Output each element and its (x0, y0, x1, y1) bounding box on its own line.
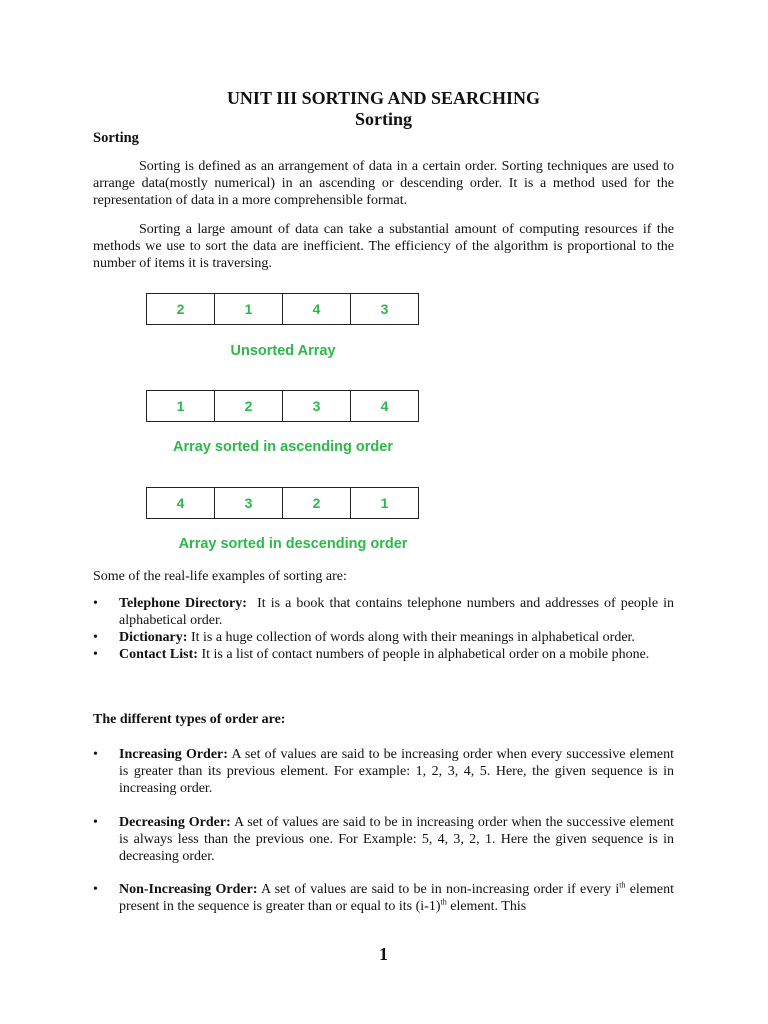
list-item-term: Decreasing Order: (119, 815, 231, 830)
array-cell: 2 (283, 488, 351, 518)
bullet-icon: • (93, 647, 98, 662)
descending-array (146, 487, 419, 519)
examples-intro: Some of the real-life examples of sorting are: (93, 569, 347, 584)
order-types-heading: The different types of order are: (93, 712, 286, 727)
list-item (93, 595, 674, 629)
list-item-term: Increasing Order: (119, 747, 228, 762)
list-item-term: Dictionary: (119, 630, 188, 645)
list-item-text: A set of values are said to be in increasing order when the successive element is always less than the previous one. For Example: 5, 4, 3, 2, 1. Here the given sequence is in decreasing order. (119, 815, 674, 864)
title-line-1: UNIT III SORTING AND SEARCHING (226, 88, 541, 108)
array-cell: 3 (283, 391, 351, 421)
superscript: th (440, 897, 447, 907)
bullet-icon: • (93, 882, 98, 897)
array-cell: 4 (283, 294, 351, 324)
list-item-term: Telephone Directory: (119, 596, 247, 611)
list-item-term: Non-Increasing Order: (119, 882, 258, 897)
order-types-list-3 (93, 881, 674, 915)
paragraph-1-text: Sorting is defined as an arrangement of data in a certain order. Sorting techniques are used to arrange data(mostly numerical) in an ascending or descending order. It is a method used for the representation of data in a more comprehensible format. (93, 159, 674, 208)
list-item-text: element present in the sequence is greater than or equal to its (i-1) (119, 882, 675, 914)
array-cell: 1 (147, 391, 215, 421)
bullet-icon: • (93, 630, 98, 645)
list-item-text: It is a book that contains telephone numbers and addresses of people in alphabetical order. (119, 596, 674, 628)
list-item (93, 629, 674, 646)
page-title (93, 88, 674, 130)
order-types-list (93, 746, 674, 797)
list-item (93, 746, 674, 797)
ascending-array (146, 390, 419, 422)
descending-array-label: Array sorted in descending order (178, 536, 408, 552)
paragraph-2-text: Sorting a large amount of data can take a substantial amount of computing resources if the methods we use to sort the data are inefficient. The efficiency of the algorithm is proportional to the number of items it is traversing. (93, 222, 674, 271)
list-item-text: A set of values are said to be in non-increasing order if every i (261, 882, 620, 897)
array-cell: 3 (380, 301, 389, 317)
superscript: th (619, 880, 626, 890)
bullet-icon: • (93, 815, 98, 830)
list-item-term: Contact List: (119, 647, 198, 662)
list-item-text: A set of values are said to be increasing order when every successive element is greater than its previous element. For example: 1, 2, 3, 4, 5. Here, the given sequence is in increasing order. (119, 747, 674, 796)
array-cell: 4 (380, 398, 389, 414)
list-item (93, 646, 674, 663)
list-item (93, 814, 674, 865)
section-heading: Sorting (93, 130, 139, 146)
list-item-text: It is a huge collection of words along with their meanings in alphabetical order. (190, 630, 635, 645)
array-cell: 4 (147, 488, 215, 518)
unsorted-array-label: Unsorted Array (230, 343, 336, 359)
array-cell: 2 (215, 391, 283, 421)
array-cell: 2 (147, 294, 215, 324)
examples-list (93, 595, 674, 663)
unsorted-array (146, 293, 419, 325)
paragraph-2 (93, 221, 674, 272)
bullet-icon: • (93, 747, 98, 762)
list-item (93, 881, 674, 915)
title-line-2: Sorting (354, 109, 412, 129)
ascending-array-label: Array sorted in ascending order (173, 439, 393, 455)
paragraph-1 (93, 158, 674, 209)
list-item-text: It is a list of contact numbers of people in alphabetical order on a mobile phone. (201, 647, 650, 662)
array-cell: 1 (380, 495, 389, 511)
array-cell: 1 (215, 294, 283, 324)
order-types-list-2 (93, 814, 674, 865)
list-item-text: element. This (450, 899, 527, 914)
bullet-icon: • (93, 596, 98, 611)
array-cell: 3 (215, 488, 283, 518)
page-number: 1 (379, 944, 388, 964)
